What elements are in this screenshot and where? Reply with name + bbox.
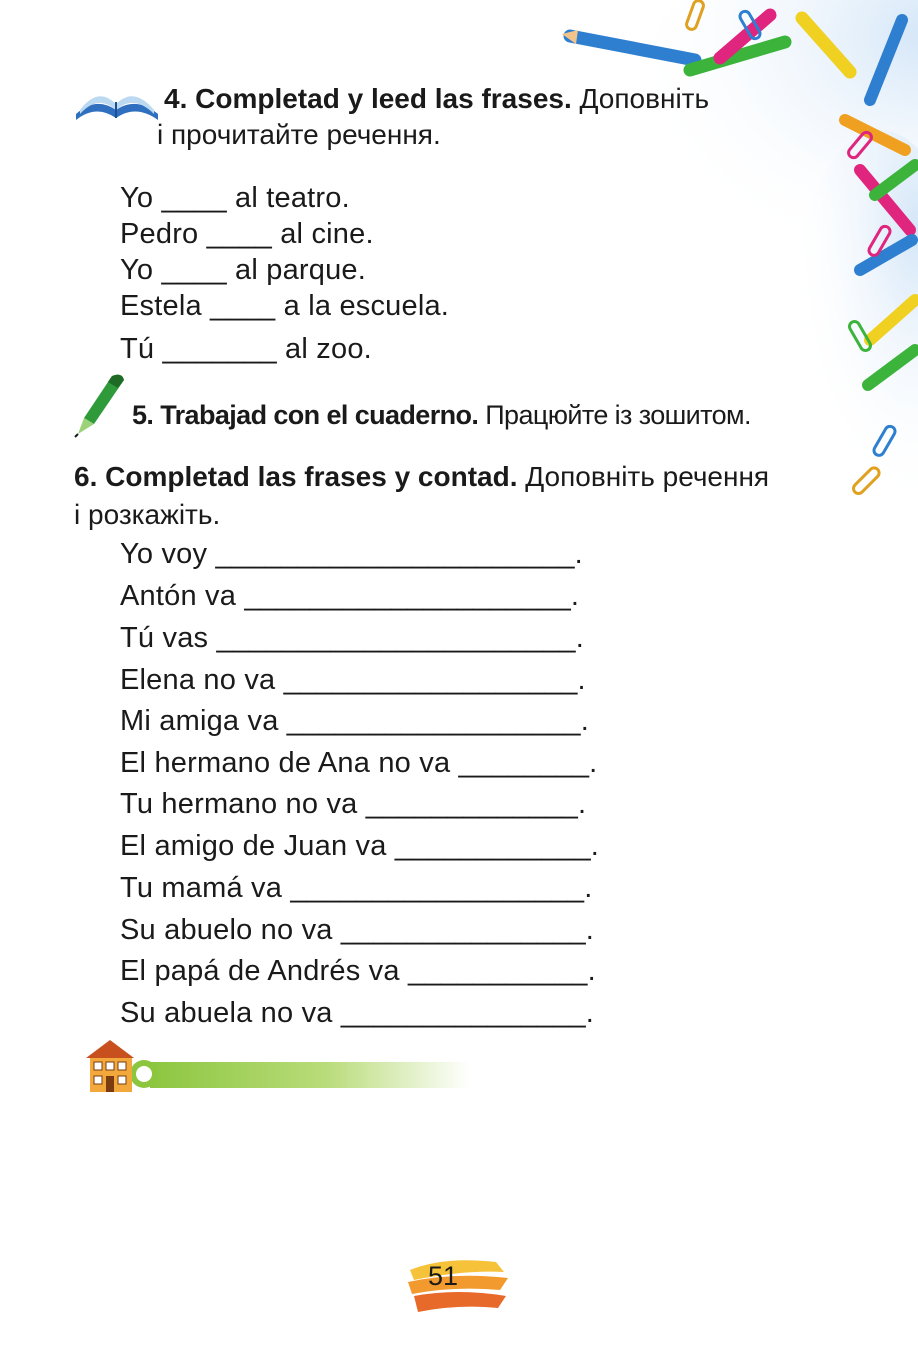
exercise-6-sentence: Elena no va __________________. [120,664,586,696]
exercise-6-sentence: Tu mamá va __________________. [120,872,593,904]
exercise-5-translation: Працюйте із зошитом. [485,400,751,430]
exercise-4-title: 4. Completad y leed las frases. [164,83,572,114]
exercise-5-heading [132,396,751,434]
exercise-4-translation: Доповніть [579,83,710,114]
exercise-6-heading [74,458,769,496]
exercise-4-heading [164,80,709,118]
exercise-5-title: 5. Trabajad con el cuaderno. [132,400,479,430]
exercise-6-sentence: Su abuela no va _______________. [120,997,595,1029]
exercise-6-sentence: Antón va ____________________. [120,580,580,612]
exercise-6-sentence: Yo voy ______________________. [120,538,583,570]
exercise-6-sentence: Tu hermano no va _____________. [120,788,587,820]
page-number: 51 [428,1261,459,1291]
pen-icon [72,372,128,438]
exercise-4-sentence: Pedro ____ al cine. [120,218,374,250]
open-book-icon [72,74,162,126]
homework-bar [150,1062,470,1088]
exercise-6-sentence: Su abuelo no va _______________. [120,914,595,946]
exercise-4-sentence: Estela ____ a la escuela. [120,290,450,322]
house-icon [82,1038,160,1094]
exercise-6-sentence: Mi amiga va __________________. [120,705,589,737]
exercise-4-translation-cont: і прочитайте речення. [157,119,441,150]
exercise-4-sentence: Yo ____ al teatro. [120,182,350,214]
exercise-6-sentence: El hermano de Ana no va ________. [120,747,598,779]
exercise-4-sentence: Tú _______ al zoo. [120,333,372,365]
exercise-6-sentence: El papá de Andrés va ___________. [120,955,596,987]
exercise-6-sentence: El amigo de Juan va ____________. [120,830,600,862]
exercise-6-sentence: Tú vas ______________________. [120,622,584,654]
pencils-decoration [540,0,918,520]
page-number-brush [404,1252,514,1318]
exercise-6-translation-cont: і розкажіть. [74,499,221,530]
exercise-6-translation: Доповніть речення [525,461,770,492]
exercise-4-sentence: Yo ____ al parque. [120,254,367,286]
exercise-6-title: 6. Completad las frases y contad. [74,461,518,492]
